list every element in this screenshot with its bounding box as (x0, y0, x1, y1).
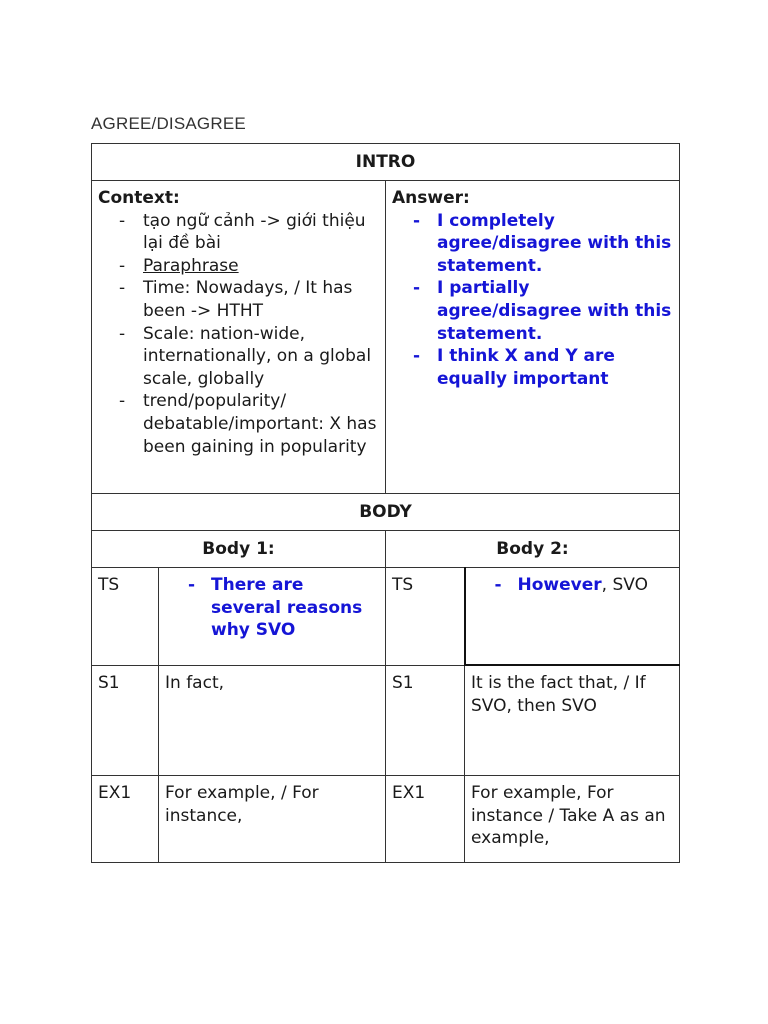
body1-heading: Body 1: (92, 531, 386, 568)
document-title: AGREE/DISAGREE (91, 114, 246, 133)
intro-heading: INTRO (92, 144, 680, 181)
answer-label: Answer: (392, 188, 470, 208)
context-item: - Scale: nation-wide, internationally, on a global scale, globally (98, 323, 379, 391)
body2-ex1-value: For example, For instance / Take A as an example, (465, 776, 680, 863)
body1-ts-text: There are several reasons why SVO (211, 575, 363, 641)
dash-bullet: - (188, 575, 196, 595)
body2-s1-key: S1 (386, 665, 465, 776)
body-subheading-row (92, 531, 680, 568)
ex1-row (92, 776, 680, 863)
context-list (98, 210, 379, 459)
body2-heading: Body 2: (386, 531, 680, 568)
body1-ts-value (159, 568, 386, 666)
context-item: - tạo ngữ cảnh -> giới thiệu lại đề bài (98, 210, 379, 255)
answer-item: - I think X and Y are equally important (392, 345, 673, 390)
body1-ts-key: TS (92, 568, 159, 666)
intro-heading-row (92, 144, 680, 181)
body2-s1-value: It is the fact that, / If SVO, then SVO (465, 665, 680, 776)
body1-ex1-value: For example, / For instance, (159, 776, 386, 863)
body2-ex1-key: EX1 (386, 776, 465, 863)
body2-ts-bold: However (517, 575, 602, 595)
context-cell (92, 181, 386, 494)
essay-structure-table (91, 143, 680, 863)
answer-item: - I partially agree/disagree with this statement. (392, 277, 673, 345)
answer-cell (386, 181, 680, 494)
intro-content-row (92, 181, 680, 494)
context-item (98, 255, 379, 278)
context-item: - Time: Nowadays, / It has been -> HTHT (98, 277, 379, 322)
dash-bullet: - (494, 575, 502, 595)
s1-row (92, 665, 680, 776)
body2-ts-key: TS (386, 568, 465, 666)
answer-list (392, 210, 673, 391)
paraphrase-text: Paraphrase (143, 255, 239, 276)
body2-ts-rest: , SVO (601, 575, 648, 595)
body-heading-row (92, 494, 680, 531)
ts-row (92, 568, 680, 666)
body-heading: BODY (92, 494, 680, 531)
answer-item: - I completely agree/disagree with this statement. (392, 210, 673, 278)
body1-s1-value: In fact, (159, 665, 386, 776)
body1-ex1-key: EX1 (92, 776, 159, 863)
body1-s1-key: S1 (92, 665, 159, 776)
context-item: - trend/popularity/ debatable/important: X has been gaining in popularity (98, 390, 379, 458)
body2-ts-value (465, 568, 680, 666)
context-label: Context: (98, 188, 180, 208)
